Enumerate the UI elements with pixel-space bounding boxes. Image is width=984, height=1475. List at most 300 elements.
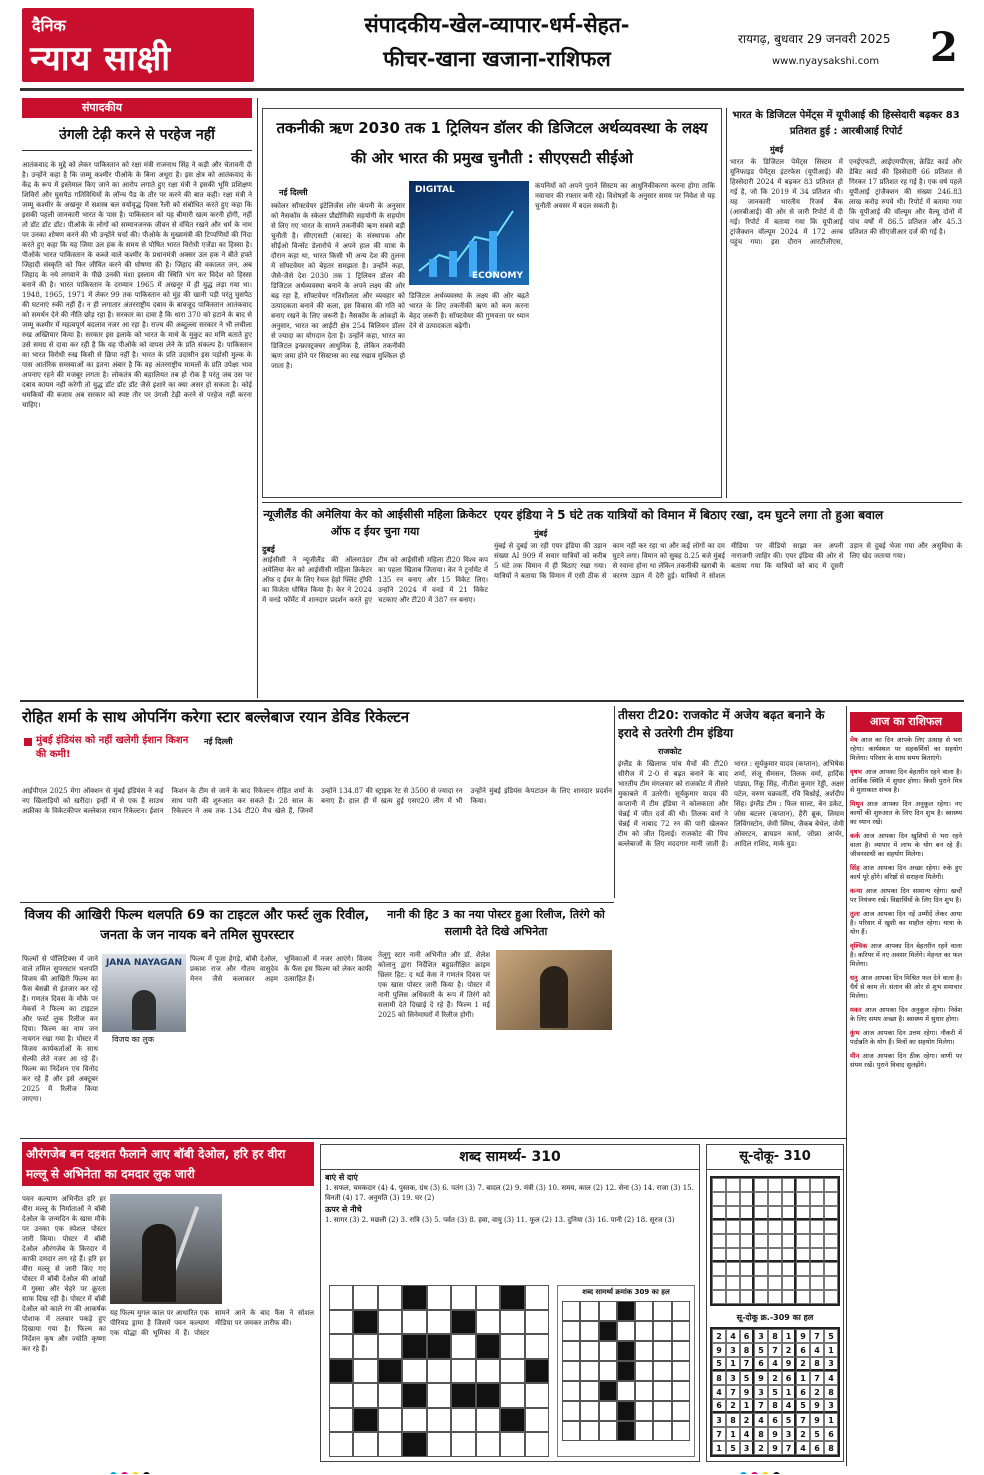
crossword-answer-cell (580, 1381, 598, 1401)
crossword-block-cell (427, 1334, 451, 1359)
sudoku-answer-cell: 8 (712, 1371, 726, 1385)
crossword-block-cell (402, 1432, 426, 1457)
sudoku-answer-cell: 4 (712, 1385, 726, 1399)
sudoku-cell[interactable] (810, 1276, 824, 1290)
sudoku-answer-cell: 7 (726, 1385, 740, 1399)
crossword-cell[interactable] (451, 1432, 475, 1457)
sudoku-cell[interactable] (754, 1262, 768, 1276)
rashifal-sign: मकर (850, 1006, 862, 1014)
sudoku-cell[interactable] (782, 1248, 796, 1262)
crossword-cell[interactable] (500, 1334, 524, 1359)
column-rule-3 (614, 706, 615, 898)
crossword-block-cell (402, 1285, 426, 1310)
rashifal-text: आज आपका दिन मिश्रित फल देने वाला है। धैर्य से काम लें। संतान की ओर से शुभ समाचार मिलेगा। (850, 974, 962, 1000)
crossword-answer-cell (635, 1361, 653, 1381)
crossword-answer-cell (562, 1361, 580, 1381)
crossword-cell[interactable] (378, 1310, 402, 1335)
sudoku-cell[interactable] (726, 1276, 740, 1290)
sudoku-cell[interactable] (796, 1290, 810, 1304)
crossword-cell[interactable] (476, 1285, 500, 1310)
lead-headline: तकनीकी ऋण 2030 तक 1 ट्रिलियन डॉलर की डिजिटल अर्थव्यवस्था के लक्ष्य की ओर भारत की प्रमुख चुनौती : सीएएसटी सीईओ (276, 119, 708, 167)
crossword-cell[interactable] (525, 1285, 549, 1310)
lead-dateline: नई दिल्ली (279, 188, 308, 197)
crossword-cell[interactable] (427, 1408, 451, 1433)
rashifal-text: आज आपका दिन सामान्य रहेगा। खर्चों पर नियंत्रण रखें। विद्यार्थियों के लिए दिन शुभ है। (850, 887, 962, 904)
crossword-cell[interactable] (329, 1285, 353, 1310)
sudoku-cell[interactable] (712, 1234, 726, 1248)
sudoku-answer-cell: 7 (740, 1357, 754, 1371)
sudoku-cell[interactable] (782, 1220, 796, 1234)
crossword-cell[interactable] (500, 1310, 524, 1335)
crossword-cell[interactable] (353, 1285, 377, 1310)
lead-story (262, 108, 722, 498)
sudoku-cell[interactable] (824, 1220, 838, 1234)
sudoku-cell[interactable] (824, 1248, 838, 1262)
sudoku-cell[interactable] (810, 1234, 824, 1248)
photo-text-top: DIGITAL (415, 185, 455, 195)
crossword-answer-cell (562, 1301, 580, 1321)
sudoku-answer-cell: 9 (810, 1413, 824, 1427)
sudoku-cell[interactable] (768, 1234, 782, 1248)
sudoku-cell[interactable] (810, 1192, 824, 1206)
sudoku-cell[interactable] (726, 1192, 740, 1206)
sudoku-answer-cell: 6 (768, 1413, 782, 1427)
editorial-divider (22, 150, 252, 151)
crossword-cell[interactable] (378, 1334, 402, 1359)
crossword-cell[interactable] (353, 1359, 377, 1384)
sudoku-cell[interactable] (796, 1276, 810, 1290)
crossword-answer-cell (617, 1341, 635, 1361)
crossword-answer-cell (562, 1321, 580, 1341)
sudoku-cell[interactable] (768, 1290, 782, 1304)
sudoku-cell[interactable] (824, 1262, 838, 1276)
crossword-cell[interactable] (525, 1310, 549, 1335)
crossword-block-cell (329, 1359, 353, 1384)
rashifal-entry (850, 942, 962, 969)
sudoku-cell[interactable] (768, 1178, 782, 1192)
rashifal-entry (850, 864, 962, 882)
sudoku-cell[interactable] (824, 1276, 838, 1290)
cricket-women-story (262, 506, 488, 698)
sudoku-cell[interactable] (782, 1276, 796, 1290)
sudoku-answer-cell: 2 (810, 1385, 824, 1399)
sudoku-answer-cell: 4 (796, 1441, 810, 1455)
sudoku-cell[interactable] (712, 1192, 726, 1206)
sudoku-cell[interactable] (768, 1262, 782, 1276)
sudoku-answer-cell: 1 (824, 1343, 838, 1357)
sudoku-cell[interactable] (726, 1206, 740, 1220)
rashifal-text: आज आपका दिन ठीक रहेगा। वाणी पर संयम रखें। पुराने विवाद सुलझेंगे। (850, 1052, 962, 1069)
crossword-answer-cell (599, 1381, 617, 1401)
thalapathy-body-right: फिल्म में पूजा हेगड़े, बॉबी देओल, प्रकाश राज और गौतम वासुदेव मेनन जैसे कलाकार अहम भूमिकाओं में नजर आएंगे। विजय के फैंस इस फिल्म को लेकर काफी उत्साहित हैं। (190, 955, 372, 983)
crossword-cell[interactable] (500, 1432, 524, 1457)
crossword-answer-cell (580, 1321, 598, 1341)
sudoku-cell[interactable] (726, 1234, 740, 1248)
crossword-block-cell (353, 1408, 377, 1433)
poster-text: JANA NAYAGAN (105, 958, 183, 968)
rickelton-headline: रोहित शर्मा के साथ ओपनिंग करेगा स्टार बल्लेबाज रयान डेविड रिकेल्टन (22, 708, 410, 726)
sudoku-cell[interactable] (712, 1178, 726, 1192)
crossword-cell[interactable] (427, 1359, 451, 1384)
masthead-website[interactable]: www.nyaysakshi.com (772, 56, 880, 67)
sudoku-cell[interactable] (782, 1290, 796, 1304)
crossword-block-cell (451, 1383, 475, 1408)
editorial-headline: उंगली टेढ़ी करने से परहेज नहीं (59, 127, 215, 143)
sudoku-answer-cell: 1 (796, 1371, 810, 1385)
lead-body-left: स्कोलर सॉफ्टवेयर इंटेलिजेंस लोर कंपनी के अनुसार को नैसकॉम के स्केलर प्रौद्योगिकी सहयोगी के सहयोग से लिए गए भारत के सामने तकनीकी ऋण सबसे बड़ी चुनौती है। सीएएसटी (कास्ट) के संस्थापक और सीईओ विन्सेंट डेलारोचे ने अपने हाल की यात्रा के दौरान कहा था, भारत किसी भी अन्य देश की तुलना में सॉफ्टवेयर को बेहतर समझता है। उन्होंने कहा, जैसे-जैसे देश 2030 तक 1 ट्रिलियन डॉलर की डिजिटल अर्थव्यवस्था बनाने के अपने लक्ष्य की ओर बढ़ रहा है, सॉफ्टवेयर गतिशीलता और व्यवहार को उत्पादकता बनाने की कला, इस विकास की गति को बनाए रखने के लिए जरूरी है। नैसकॉम के आंकड़ों के अनुसार, भारत का आईटी क्षेत्र 254 बिलियन डॉलर से ज्यादा का योगदान देता है। उन्होंने कहा, भारत का डिजिटल इन्फ्रास्ट्रक्चर आधुनिक है, लेकिन तकनीकी ऋण जमा होने पर सिस्टम्स का रख रखाव मुश्किल हो जाता है। (271, 202, 405, 370)
sudoku-cell[interactable] (810, 1206, 824, 1220)
sudoku-cell[interactable] (726, 1262, 740, 1276)
sudoku-cell[interactable] (796, 1178, 810, 1192)
sudoku-cell[interactable] (754, 1206, 768, 1220)
crossword-cell[interactable] (451, 1285, 475, 1310)
crossword-cell[interactable] (427, 1432, 451, 1457)
sudoku-answer-cell: 6 (754, 1357, 768, 1371)
sudoku-answer-cell: 8 (824, 1441, 838, 1455)
crossword-answer-cell (617, 1361, 635, 1381)
rickelton-story (22, 706, 612, 898)
air-india-headline: एयर इंडिया ने 5 घंटे तक यात्रियों को विमान में बिठाए रखा, दम घुटने लगा तो हुआ बवाल (494, 508, 884, 522)
sudoku-cell[interactable] (712, 1248, 726, 1262)
rashifal-sign: कर्क (850, 832, 860, 840)
sudoku-answer-cell: 9 (754, 1371, 768, 1385)
sudoku-answer-cell: 3 (824, 1357, 838, 1371)
crossword-cell[interactable] (353, 1432, 377, 1457)
crossword-answer-cell (672, 1361, 690, 1381)
sudoku-answer-cell: 5 (810, 1427, 824, 1441)
crossword-cell[interactable] (329, 1408, 353, 1433)
sudoku-cell[interactable] (782, 1206, 796, 1220)
nani-story (378, 906, 614, 1136)
sudoku-cell[interactable] (740, 1262, 754, 1276)
sudoku-cell[interactable] (712, 1290, 726, 1304)
crossword-answer-cell (672, 1301, 690, 1321)
sudoku-answer-label: सू-दोकू क्र.-309 का हल (736, 1313, 814, 1322)
sudoku-block (706, 1144, 844, 1462)
row-rule-1 (262, 502, 962, 503)
rashifal-text: आज आपका दिन अनुकूल रहेगा। निवेश के लिए समय अच्छा है। स्वास्थ्य में सुधार होगा। (850, 1006, 962, 1023)
sudoku-answer-cell: 1 (740, 1399, 754, 1413)
crossword-answer-cell (672, 1341, 690, 1361)
dot-magenta (121, 1472, 128, 1474)
sudoku-cell[interactable] (740, 1248, 754, 1262)
sudoku-answer-cell: 2 (796, 1427, 810, 1441)
crossword-cell[interactable] (353, 1334, 377, 1359)
cricket-women-body: आईसीसी ने न्यूजीलैंड की ऑलराउंडर अमेलिया केर को आईसीसी महिला क्रिकेटर ऑफ द ईयर के लिए रेचल हेहो फ्लिंट ट्रॉफी का विजेता घोषित किया है। केर ने 2024 में वनडे फॉर्मेट में शानदार प्रदर्शन करते हुए टीम को आईसीसी महिला टी20 विश्व कप का पहला खिताब जिताया। केर ने टूर्नामेंट में 135 रन बनाए और 15 विकेट लिए। उन्होंने 2024 में वनडे में 21 विकेट चटकाए और टी20 में 387 रन बनाए। (262, 556, 488, 604)
rashifal-entry (850, 974, 962, 1001)
clues-down-title: ऊपर से नीचे (325, 1205, 362, 1214)
sudoku-cell[interactable] (740, 1206, 754, 1220)
crossword-cell[interactable] (329, 1334, 353, 1359)
sudoku-cell[interactable] (782, 1178, 796, 1192)
crossword-answer-cell (672, 1381, 690, 1401)
sudoku-cell[interactable] (726, 1290, 740, 1304)
crossword-answer-cell (617, 1401, 635, 1421)
person-silhouette-icon (132, 990, 156, 1030)
crossword-cell[interactable] (378, 1408, 402, 1433)
sudoku-answer-cell: 4 (726, 1329, 740, 1343)
sudoku-puzzle-grid (710, 1176, 840, 1306)
sudoku-answer-cell: 6 (796, 1343, 810, 1357)
sudoku-answer-cell: 2 (796, 1357, 810, 1371)
crossword-answer-cell (653, 1341, 671, 1361)
sudoku-cell[interactable] (824, 1234, 838, 1248)
sudoku-answer-cell: 1 (726, 1427, 740, 1441)
thalapathy-story (22, 906, 372, 1136)
rashifal-entry (850, 910, 962, 937)
sudoku-cell[interactable] (768, 1248, 782, 1262)
rising-chart-icon (409, 181, 529, 285)
column-rule-2 (726, 108, 727, 498)
t20-dateline: राजकोट (658, 747, 682, 756)
sudoku-answer-cell: 1 (782, 1329, 796, 1343)
sudoku-answer-cell: 4 (810, 1343, 824, 1357)
crossword-answer-cell (580, 1361, 598, 1381)
sudoku-answer-cell: 6 (740, 1329, 754, 1343)
sudoku-cell[interactable] (754, 1178, 768, 1192)
sudoku-cell[interactable] (824, 1206, 838, 1220)
sudoku-answer-cell: 4 (754, 1413, 768, 1427)
thalapathy-caption: विजय का लुक (112, 1035, 154, 1044)
upi-headline: भारत के डिजिटल पेमेंट्स में यूपीआई की हिस्सेदारी बढ़कर 83 प्रतिशत हुई : आरबीआई रिपोर्ट (732, 110, 960, 137)
crossword-cell[interactable] (451, 1408, 475, 1433)
sudoku-cell[interactable] (796, 1248, 810, 1262)
crossword-cell[interactable] (329, 1383, 353, 1408)
sections-line-2: फीचर-खाना खजाना-राशिफल (383, 47, 611, 71)
logo-name: न्याय साक्षी (30, 39, 172, 79)
crossword-answer-cell (672, 1421, 690, 1441)
crossword-cell[interactable] (476, 1310, 500, 1335)
rashifal-entry (850, 800, 962, 827)
crossword-block-cell (451, 1310, 475, 1335)
page-number: 2 (930, 26, 958, 70)
rashifal-block (850, 712, 962, 1462)
crossword-cell[interactable] (476, 1408, 500, 1433)
rickelton-sub-block (22, 734, 194, 784)
crossword-answer-cell (635, 1381, 653, 1401)
editorial-body: आतंकवाद के मुद्दे को लेकर पाकिस्तान को रक्षा मंत्री राजनाथ सिंह ने कड़ी और चेतावनी दी है। उन्होंने कहा है कि जम्मू कश्मीर पीओके के बिना अधूरा है। इस क्षेत्र को आतंकवाद के केंद्र के रूप में इस्तेमाल किए जाने का आरोप लगाते हुए रक्षा मंत्री ने इसकी भूमि प्रशिक्षण शिविरों और घुसपैठ गतिविधियों के लॉन्च पैड के तौर पर करने की बात कही। रक्षा मंत्री ने जम्मू कश्मीर के अखनूर में सशस्त्र बल वयोवृद्ध दिवस रैली को संबोधित करते हुए कहा कि इसकी पहली जानकारी भारत के पास है। पाकिस्तान को यह बीमारी खत्म करनी होगी, नहीं तो डॉट डॉट डॉट। पीओके के लोगों को सम्मानजनक जीवन से वंचित रखने और धर्म के नाम पर उनका शोषण करने की भी उन्होंने चर्चा की। पीओके के मुख्यमंत्री की टिप्पणियों की निंदा करते हुए कहा कि यह जिया उल हक के समय से पोषित भारत विरोधी एजेंडा का हिस्सा है। पीओके भारत पाकिस्तान के कब्जे वाले कश्मीर के प्रधानमंत्री अक्सर उल हक ने बीते हफ्ते जिहादी संस्कृति को फिर जीवित करने की घोषणा की है। जिहाद की वकालत जन, अब जिहाद के नये लगवाने के पीछे उनकी मंशा इस्लाम की स्थिति भंग कर विदेश को हिस्सा बनाने की है। भारत पाकिस्तान के दरम्यान 1965 में अखनूर में ही युद्ध लड़ा गया था। 1948, 1965, 1971 में लेकर 99 तक पाकिस्तान को मुंह की खानी पड़ी परंतु घुसपैठ की घटनाएं रुकी नहीं हैं। न ही लगातार अंतरराष्ट्रीय दबाव के बावजूद पाकिस्तान आतंकवाद को समर्थन देने की नीति छोड़ रहा है। सरकार का दावा है कि धारा 370 को हटाने के बाद से जम्मू कश्मीर में महत्वपूर्ण बदलाव नजर आ रहा है। राज्य की अब्दुल्ला सरकार ने भी लचीला रुख अख्तियार किया है। सरकार इस इलाके को भारत के माथे के मुकुट का मणि बताते हुए उसे समग्र से दावा कर रही है कि वह पीओके को वापस लेने के प्रति संकल्प है। पाकिस्तान का भारत विरोधी रुख किसी से छिपा नहीं है। भारत के प्रति उदासीन इस पड़ोसी मुल्क के पास आतंरिक समस्याओं का इतना अंबार है कि वह अंतरराष्ट्रीय मामलों के प्रति उपेक्षा भाव अपनाए रहने की मजबूर लगता है। लोकतंत्र की बहालियत तब हो रोक है परंतु जब उस पर दबाव कायम नहीं करेगी तो युद्ध डॉट डॉट डॉट जैसे इशारे का क्या असर हो सकता है। कोई धमकियों की बजाय अब सरकार को स्पष्ट तौर पर उंगली टेढ़ी करने से परहेज नहीं करना चाहिए। (22, 161, 252, 409)
crossword-answer-cell (635, 1341, 653, 1361)
crossword-cell[interactable] (427, 1383, 451, 1408)
sudoku-cell[interactable] (712, 1262, 726, 1276)
masthead-sections (268, 8, 726, 82)
thalapathy-poster (102, 954, 186, 1032)
crossword-answer-cell (599, 1421, 617, 1441)
sudoku-answer-cell: 3 (740, 1441, 754, 1455)
sudoku-cell[interactable] (768, 1192, 782, 1206)
dot-black (143, 1472, 150, 1474)
sudoku-cell[interactable] (712, 1276, 726, 1290)
sudoku-cell[interactable] (754, 1234, 768, 1248)
crossword-cell[interactable] (451, 1359, 475, 1384)
sudoku-cell[interactable] (782, 1192, 796, 1206)
sudoku-answer-cell: 7 (768, 1343, 782, 1357)
crossword-answer (557, 1285, 695, 1457)
sudoku-cell[interactable] (810, 1262, 824, 1276)
crossword-answer-grid (562, 1301, 690, 1441)
sudoku-answer-cell: 2 (726, 1399, 740, 1413)
rashifal-entry (850, 768, 962, 795)
sudoku-cell[interactable] (740, 1220, 754, 1234)
crossword-answer-cell (617, 1301, 635, 1321)
rashifal-text: आज आपका दिन नई उम्मीदें लेकर आया है। परिवार में खुशी का माहौल रहेगा। यात्रा के योग हैं। (850, 910, 962, 936)
sudoku-answer-grid (710, 1327, 840, 1457)
dot-yellow (132, 1472, 139, 1474)
bobby-body-right: यह फिल्म मुगल काल पर आधारित एक पीरियड ड्रामा है जिसमें पवन कल्याण एक योद्धा की भूमिका में हैं। पोस्टर सामने आने के बाद फैंस ने सोशल मीडिया पर जमकर तारीफ की। (110, 1309, 314, 1337)
sudoku-cell[interactable] (810, 1220, 824, 1234)
sudoku-cell[interactable] (712, 1206, 726, 1220)
sudoku-cell[interactable] (768, 1206, 782, 1220)
sudoku-answer-cell: 6 (810, 1441, 824, 1455)
sudoku-cell[interactable] (796, 1206, 810, 1220)
crossword-cell[interactable] (402, 1310, 426, 1335)
sudoku-cell[interactable] (726, 1248, 740, 1262)
rashifal-entry (850, 887, 962, 905)
t20-headline: तीसरा टी20: राजकोट में अजेय बढ़त बनाने के इरादे से उतरेगी टीम इंडिया (618, 708, 825, 740)
sudoku-cell[interactable] (810, 1290, 824, 1304)
crossword-cell[interactable] (476, 1359, 500, 1384)
sudoku-cell[interactable] (754, 1220, 768, 1234)
sudoku-cell[interactable] (754, 1192, 768, 1206)
sudoku-cell[interactable] (796, 1192, 810, 1206)
editorial-block (22, 98, 252, 698)
crossword-answer-cell (635, 1301, 653, 1321)
sudoku-cell[interactable] (810, 1178, 824, 1192)
upi-story (730, 108, 962, 498)
sudoku-answer-cell: 8 (768, 1329, 782, 1343)
crossword-cell[interactable] (525, 1432, 549, 1457)
sudoku-cell[interactable] (740, 1290, 754, 1304)
sudoku-cell[interactable] (740, 1178, 754, 1192)
cricket-women-dateline: दुबई (262, 545, 275, 554)
nani-body: तेलुगु स्टार नानी अभिनीत और डॉ. शैलेश कोलानु द्वारा निर्देशित बहुप्रतीक्षित क्राइम थ्रिलर हिट: द थर्ड केस ने गणतंत्र दिवस पर एक खास पोस्टर जारी किया है। पोस्टर में नानी पुलिस अधिकारी के रूप में तिरंगे को सलामी देते दिखाई दे रहे हैं। फिल्म 1 मई 2025 को सिनेमाघरों में रिलीज होगी। (378, 951, 490, 1019)
rashifal-text: आज आपका दिन बेहतरीन रहने वाला है। करियर में नए अवसर मिलेंगे। मेहनत का फल मिलेगा। (850, 942, 962, 968)
air-india-body: मुंबई से दुबई जा रही एयर इंडिया की उड़ान संख्या AI 909 में सवार यात्रियों को करीब 5 घंटे तक विमान में ही बिठाए रखा गया। यात्रियों ने बताया कि विमान में एसी ठीक से काम नहीं कर रहा था और कई लोगों का दम घुटने लगा। विमान को सुबह 8.25 बजे मुंबई से रवाना होना था लेकिन तकनीकी खराबी के कारण उड़ान में देरी हुई। यात्रियों ने सोशल मीडिया पर वीडियो साझा कर अपनी नाराजगी जाहिर की। एयर इंडिया की ओर से बताया गया कि यात्रियों को बाद में दूसरी उड़ान से दुबई भेजा गया और असुविधा के लिए खेद जताया गया। (494, 542, 962, 580)
sudoku-answer-cell: 7 (796, 1413, 810, 1427)
registration-dots-right (740, 1464, 860, 1474)
sudoku-answer-cell: 7 (754, 1399, 768, 1413)
upi-body: भारत के डिजिटल पेमेंट्स सिस्टम में यूनिफाइड पेमेंट्स इंटरफेस (यूपीआई) की हिस्सेदारी 2024 में बढ़कर 83 प्रतिशत हो गई है, जो कि 2019 में 34 प्रतिशत थी। यह जानकारी भारतीय रिजर्व बैंक (आरबीआई) की ओर से जारी रिपोर्ट में दी गई। रिपोर्ट में बताया गया कि यूपीआई ट्रांजैक्शन वॉल्यूम 2024 में 172 अरब पहुंच गया। इस दौरान आरटीजीएस, एनईएफटी, आईएमपीएस, क्रेडिट कार्ड और डेबिट कार्ड की हिस्सेदारी 66 प्रतिशत से गिरकर 17 प्रतिशत रह गई है। एक वर्ष पहले यूपीआई ट्रांजैक्शन की संख्या 246.83 लाख करोड़ रुपये थी। रिपोर्ट में बताया गया कि यूपीआई की वॉल्यूम और वैल्यू दोनों में पांच वर्षों में 86.5 प्रतिशत और 45.3 प्रतिशत की सीएजीआर दर्ज की गई है। (730, 158, 962, 246)
crossword-answer-cell (653, 1381, 671, 1401)
sudoku-cell[interactable] (796, 1220, 810, 1234)
sudoku-answer-cell: 5 (768, 1385, 782, 1399)
crossword-cell[interactable] (402, 1359, 426, 1384)
sudoku-answer-cell: 3 (754, 1329, 768, 1343)
sudoku-answer-cell: 5 (712, 1357, 726, 1371)
sudoku-cell[interactable] (740, 1234, 754, 1248)
sudoku-answer-cell: 8 (740, 1343, 754, 1357)
crossword-block-cell (402, 1334, 426, 1359)
crossword-answer-cell (653, 1301, 671, 1321)
crossword-cell[interactable] (378, 1383, 402, 1408)
crossword-answer-cell (599, 1401, 617, 1421)
crossword-answer-cell (580, 1421, 598, 1441)
rashifal-text: आज आपका दिन उत्तम रहेगा। नौकरी में पदोन्नति के योग हैं। मित्रों का सहयोग मिलेगा। (850, 1029, 962, 1046)
sudoku-cell[interactable] (796, 1262, 810, 1276)
crossword-answer-cell (599, 1301, 617, 1321)
sudoku-cell[interactable] (726, 1220, 740, 1234)
crossword-answer-cell (653, 1421, 671, 1441)
rickelton-body: आईपीएल 2025 मेगा ऑक्शन से मुंबई इंडियंस ने कई नए खिलाड़ियों को खरीदा। इन्हीं में से एक हैं साउथ अफ्रीका के विकेटकीपर बल्लेबाज रयान रिकेल्टन। ईशान किशन के टीम से जाने के बाद रिकेल्टन रोहित शर्मा के साथ पारी की शुरुआत कर सकते हैं। 28 साल के रिकेल्टन ने अब तक 134 टी20 मैच खेले हैं, जिनमें उन्होंने 134.87 की स्ट्राइक रेट से 3500 से ज्यादा रन बनाए हैं। हाल ही में खत्म हुई एसए20 लीग में भी उन्होंने मुंबई इंडियंस केपटाउन के लिए शानदार प्रदर्शन किया। (22, 787, 612, 815)
crossword-cell[interactable] (451, 1334, 475, 1359)
clues-across: 1. सफल, चमकदार (4) 4. पुस्तक, ग्रंथ (3) 6. पतंग (3) 7. बादल (2) 9. मंत्री (3) 10. समय, काल (2) 12. सेना (3) 14. राजा (3) 15. विनती (4) 17. अनुमति (3) 19. घर (2) (325, 1184, 694, 1202)
crossword-cell[interactable] (427, 1285, 451, 1310)
crossword-cell[interactable] (329, 1432, 353, 1457)
sudoku-answer-cell: 4 (782, 1399, 796, 1413)
sudoku-cell[interactable] (754, 1248, 768, 1262)
crossword-cell[interactable] (378, 1285, 402, 1310)
rashifal-entry (850, 832, 962, 859)
masthead-dateline: रायगढ़, बुधवार 29 जनवरी 2025 (738, 32, 891, 46)
crossword-cell[interactable] (525, 1334, 549, 1359)
dot-magenta-2 (751, 1472, 758, 1474)
crossword-answer-cell (580, 1301, 598, 1321)
sudoku-cell[interactable] (824, 1178, 838, 1192)
sudoku-cell[interactable] (768, 1276, 782, 1290)
sudoku-cell[interactable] (824, 1192, 838, 1206)
sudoku-cell[interactable] (740, 1192, 754, 1206)
sudoku-cell[interactable] (726, 1178, 740, 1192)
crossword-answer-cell (599, 1341, 617, 1361)
sudoku-cell[interactable] (824, 1290, 838, 1304)
crossword-cell[interactable] (500, 1359, 524, 1384)
sudoku-cell[interactable] (768, 1220, 782, 1234)
crossword-cell[interactable] (378, 1432, 402, 1457)
sudoku-answer-cell: 7 (712, 1427, 726, 1441)
crossword-cell[interactable] (525, 1383, 549, 1408)
sudoku-cell[interactable] (782, 1234, 796, 1248)
rashifal-sign: कन्या (850, 887, 863, 895)
sudoku-answer-cell: 7 (782, 1441, 796, 1455)
sudoku-cell[interactable] (810, 1248, 824, 1262)
crossword-cell[interactable] (329, 1310, 353, 1335)
crossword-cell[interactable] (476, 1432, 500, 1457)
sudoku-cell[interactable] (796, 1234, 810, 1248)
person-silhouette-icon-3 (142, 1224, 176, 1302)
crossword-cell[interactable] (427, 1310, 451, 1335)
sections-line-1: संपादकीय-खेल-व्यापार-धर्म-सेहत- (364, 13, 630, 37)
crossword-block (320, 1144, 700, 1462)
thalapathy-headline: विजय की आखिरी फिल्म थलपति 69 का टाइटल और फर्स्ट लुक रिवील, जनता के जन नायक बने तमिल सुपरस्टार (24, 908, 370, 943)
sudoku-cell[interactable] (740, 1276, 754, 1290)
t20-body: इंग्लैंड के खिलाफ पांच मैचों की टी20 सीरीज में 2-0 से बढ़त बनाने के बाद भारतीय टीम मंगलवार को राजकोट में तीसरे मुकाबले में उतरेगी। सूर्यकुमार यादव की कप्तानी में टीम इंडिया ने कोलकाता और चेन्नई में जीत दर्ज की थी। तिलक वर्मा ने चेन्नई में नाबाद 72 रन की पारी खेलकर टीम को जीत दिलाई। राजकोट की पिच बल्लेबाजों के लिए मददगार मानी जाती है। भारत : सूर्यकुमार यादव (कप्तान), अभिषेक शर्मा, संजू सैमसन, तिलक वर्मा, हार्दिक पांड्या, रिंकू सिंह, नीतीश कुमार रेड्डी, अक्षर पटेल, वरुण चक्रवर्ती, रवि बिश्नोई, अर्शदीप सिंह। इंग्लैंड टीम : फिल साल्ट, बेन डकेट, जोस बटलर (कप्तान), हैरी ब्रूक, लियाम लिविंगस्टोन, जेमी स्मिथ, जैकब बेथेल, जेमी ओवरटन, ब्रायडन कार्स, जोफ्रा आर्चर, आदिल राशिद, मार्क वुड। (618, 760, 844, 848)
crossword-cell[interactable] (402, 1408, 426, 1433)
bobby-headline: औरंगजेब बन दहशत फैलाने आए बॉबी देओल, हरि हर वीरा मल्लू से अभिनेता का दमदार लुक जारी (22, 1142, 314, 1186)
crossword-cell[interactable] (353, 1383, 377, 1408)
sudoku-answer-cell: 2 (740, 1413, 754, 1427)
sudoku-answer-cell: 4 (768, 1357, 782, 1371)
sudoku-cell[interactable] (782, 1262, 796, 1276)
row-rule-2 (20, 700, 964, 702)
crossword-block-cell (353, 1310, 377, 1335)
sudoku-cell[interactable] (712, 1220, 726, 1234)
sudoku-answer-cell: 6 (796, 1385, 810, 1399)
crossword-answer-cell (599, 1361, 617, 1381)
crossword-cell[interactable] (500, 1383, 524, 1408)
sudoku-answer-cell: 5 (726, 1441, 740, 1455)
crossword-answer-cell (653, 1321, 671, 1341)
sudoku-cell[interactable] (754, 1276, 768, 1290)
rashifal-entry (850, 736, 962, 763)
sudoku-answer-cell: 6 (712, 1399, 726, 1413)
column-rule-1 (257, 98, 258, 698)
sudoku-cell[interactable] (754, 1290, 768, 1304)
crossword-answer-cell (617, 1381, 635, 1401)
crossword-cell[interactable] (525, 1408, 549, 1433)
crossword-clues (325, 1173, 697, 1281)
rashifal-sign: मीन (850, 1052, 860, 1060)
sudoku-answer-cell: 3 (754, 1385, 768, 1399)
